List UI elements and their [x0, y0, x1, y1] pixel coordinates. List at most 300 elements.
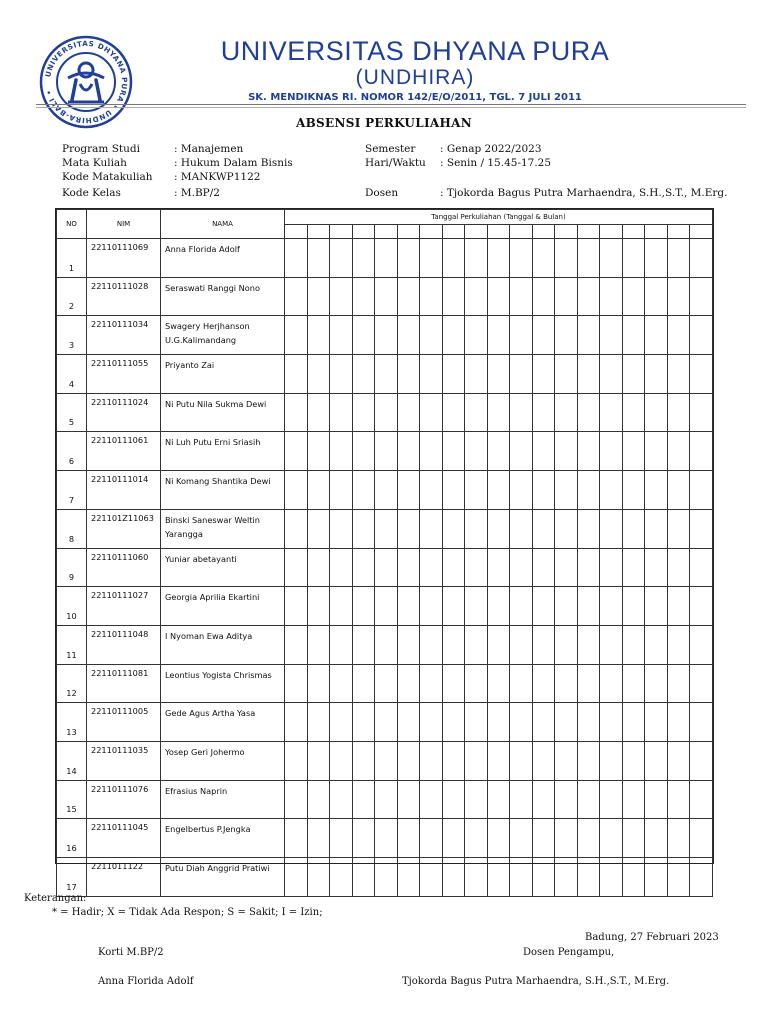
attendance-cell[interactable] — [667, 316, 690, 355]
attendance-cell[interactable] — [510, 858, 533, 897]
attendance-cell[interactable] — [397, 703, 420, 742]
attendance-cell[interactable] — [645, 432, 668, 471]
attendance-cell[interactable] — [442, 393, 465, 432]
attendance-cell[interactable] — [420, 780, 443, 819]
attendance-cell[interactable] — [442, 819, 465, 858]
attendance-cell[interactable] — [532, 703, 555, 742]
attendance-cell[interactable] — [622, 625, 645, 664]
attendance-cell[interactable] — [307, 548, 330, 587]
attendance-cell[interactable] — [555, 587, 578, 626]
attendance-cell[interactable] — [622, 355, 645, 394]
attendance-cell[interactable] — [465, 664, 488, 703]
attendance-cell[interactable] — [690, 625, 713, 664]
date-column-cell[interactable] — [622, 225, 645, 239]
attendance-cell[interactable] — [442, 587, 465, 626]
attendance-cell[interactable] — [397, 316, 420, 355]
attendance-cell[interactable] — [420, 664, 443, 703]
attendance-cell[interactable] — [487, 703, 510, 742]
attendance-cell[interactable] — [667, 587, 690, 626]
attendance-cell[interactable] — [600, 703, 623, 742]
attendance-cell[interactable] — [330, 509, 353, 548]
attendance-cell[interactable] — [375, 741, 398, 780]
attendance-cell[interactable] — [622, 509, 645, 548]
attendance-cell[interactable] — [532, 548, 555, 587]
attendance-cell[interactable] — [555, 432, 578, 471]
attendance-cell[interactable] — [487, 316, 510, 355]
attendance-cell[interactable] — [555, 548, 578, 587]
attendance-cell[interactable] — [667, 703, 690, 742]
attendance-cell[interactable] — [307, 471, 330, 510]
attendance-cell[interactable] — [307, 277, 330, 316]
attendance-cell[interactable] — [330, 664, 353, 703]
attendance-cell[interactable] — [532, 277, 555, 316]
attendance-cell[interactable] — [600, 509, 623, 548]
date-column-cell[interactable] — [690, 225, 713, 239]
attendance-cell[interactable] — [442, 780, 465, 819]
attendance-cell[interactable] — [645, 741, 668, 780]
attendance-cell[interactable] — [307, 741, 330, 780]
attendance-cell[interactable] — [352, 741, 375, 780]
attendance-cell[interactable] — [487, 277, 510, 316]
attendance-cell[interactable] — [510, 316, 533, 355]
attendance-cell[interactable] — [622, 858, 645, 897]
attendance-cell[interactable] — [667, 509, 690, 548]
attendance-cell[interactable] — [532, 471, 555, 510]
attendance-cell[interactable] — [397, 355, 420, 394]
attendance-cell[interactable] — [532, 587, 555, 626]
attendance-cell[interactable] — [330, 355, 353, 394]
attendance-cell[interactable] — [352, 239, 375, 278]
attendance-cell[interactable] — [645, 625, 668, 664]
attendance-cell[interactable] — [307, 239, 330, 278]
attendance-cell[interactable] — [442, 471, 465, 510]
attendance-cell[interactable] — [577, 625, 600, 664]
attendance-cell[interactable] — [645, 780, 668, 819]
attendance-cell[interactable] — [667, 625, 690, 664]
attendance-cell[interactable] — [555, 625, 578, 664]
attendance-cell[interactable] — [285, 355, 308, 394]
attendance-cell[interactable] — [510, 548, 533, 587]
attendance-cell[interactable] — [352, 587, 375, 626]
attendance-cell[interactable] — [690, 509, 713, 548]
date-column-cell[interactable] — [330, 225, 353, 239]
attendance-cell[interactable] — [352, 780, 375, 819]
attendance-cell[interactable] — [532, 741, 555, 780]
attendance-cell[interactable] — [667, 471, 690, 510]
attendance-cell[interactable] — [577, 355, 600, 394]
attendance-cell[interactable] — [397, 393, 420, 432]
attendance-cell[interactable] — [690, 664, 713, 703]
attendance-cell[interactable] — [667, 780, 690, 819]
attendance-cell[interactable] — [532, 393, 555, 432]
attendance-cell[interactable] — [487, 548, 510, 587]
attendance-cell[interactable] — [285, 239, 308, 278]
attendance-cell[interactable] — [465, 277, 488, 316]
attendance-cell[interactable] — [577, 548, 600, 587]
attendance-cell[interactable] — [330, 432, 353, 471]
attendance-cell[interactable] — [555, 741, 578, 780]
attendance-cell[interactable] — [465, 548, 488, 587]
attendance-cell[interactable] — [375, 548, 398, 587]
attendance-cell[interactable] — [510, 432, 533, 471]
attendance-cell[interactable] — [690, 548, 713, 587]
attendance-cell[interactable] — [645, 471, 668, 510]
attendance-cell[interactable] — [352, 316, 375, 355]
attendance-cell[interactable] — [330, 819, 353, 858]
attendance-cell[interactable] — [510, 355, 533, 394]
attendance-cell[interactable] — [622, 548, 645, 587]
attendance-cell[interactable] — [577, 780, 600, 819]
date-column-cell[interactable] — [397, 225, 420, 239]
attendance-cell[interactable] — [577, 819, 600, 858]
attendance-cell[interactable] — [420, 703, 443, 742]
attendance-cell[interactable] — [645, 355, 668, 394]
attendance-cell[interactable] — [667, 277, 690, 316]
attendance-cell[interactable] — [465, 393, 488, 432]
attendance-cell[interactable] — [352, 509, 375, 548]
attendance-cell[interactable] — [420, 239, 443, 278]
attendance-cell[interactable] — [487, 471, 510, 510]
attendance-cell[interactable] — [307, 819, 330, 858]
attendance-cell[interactable] — [600, 780, 623, 819]
attendance-cell[interactable] — [397, 471, 420, 510]
attendance-cell[interactable] — [420, 587, 443, 626]
attendance-cell[interactable] — [330, 741, 353, 780]
attendance-cell[interactable] — [622, 780, 645, 819]
attendance-cell[interactable] — [532, 819, 555, 858]
attendance-cell[interactable] — [420, 393, 443, 432]
attendance-cell[interactable] — [487, 780, 510, 819]
attendance-cell[interactable] — [397, 625, 420, 664]
attendance-cell[interactable] — [420, 277, 443, 316]
attendance-cell[interactable] — [667, 741, 690, 780]
attendance-cell[interactable] — [690, 741, 713, 780]
attendance-cell[interactable] — [532, 432, 555, 471]
attendance-cell[interactable] — [285, 664, 308, 703]
attendance-cell[interactable] — [352, 703, 375, 742]
attendance-cell[interactable] — [555, 780, 578, 819]
attendance-cell[interactable] — [420, 471, 443, 510]
attendance-cell[interactable] — [645, 316, 668, 355]
attendance-cell[interactable] — [510, 509, 533, 548]
attendance-cell[interactable] — [645, 277, 668, 316]
attendance-cell[interactable] — [487, 432, 510, 471]
attendance-cell[interactable] — [667, 819, 690, 858]
attendance-cell[interactable] — [555, 471, 578, 510]
attendance-cell[interactable] — [307, 355, 330, 394]
attendance-cell[interactable] — [510, 239, 533, 278]
attendance-cell[interactable] — [397, 548, 420, 587]
attendance-cell[interactable] — [532, 239, 555, 278]
attendance-cell[interactable] — [532, 858, 555, 897]
attendance-cell[interactable] — [645, 548, 668, 587]
date-column-cell[interactable] — [577, 225, 600, 239]
date-column-cell[interactable] — [352, 225, 375, 239]
attendance-cell[interactable] — [487, 858, 510, 897]
attendance-cell[interactable] — [645, 587, 668, 626]
attendance-cell[interactable] — [420, 741, 443, 780]
attendance-cell[interactable] — [352, 548, 375, 587]
attendance-cell[interactable] — [510, 277, 533, 316]
attendance-cell[interactable] — [375, 393, 398, 432]
date-column-cell[interactable] — [307, 225, 330, 239]
attendance-cell[interactable] — [330, 239, 353, 278]
attendance-cell[interactable] — [307, 393, 330, 432]
attendance-cell[interactable] — [600, 819, 623, 858]
attendance-cell[interactable] — [577, 509, 600, 548]
attendance-cell[interactable] — [487, 587, 510, 626]
attendance-cell[interactable] — [330, 587, 353, 626]
attendance-cell[interactable] — [375, 858, 398, 897]
attendance-cell[interactable] — [600, 858, 623, 897]
attendance-cell[interactable] — [622, 741, 645, 780]
attendance-cell[interactable] — [532, 509, 555, 548]
attendance-cell[interactable] — [397, 741, 420, 780]
attendance-cell[interactable] — [577, 664, 600, 703]
attendance-cell[interactable] — [667, 432, 690, 471]
attendance-cell[interactable] — [465, 316, 488, 355]
attendance-cell[interactable] — [330, 625, 353, 664]
attendance-cell[interactable] — [532, 625, 555, 664]
attendance-cell[interactable] — [465, 239, 488, 278]
attendance-cell[interactable] — [622, 277, 645, 316]
attendance-cell[interactable] — [397, 587, 420, 626]
attendance-cell[interactable] — [352, 625, 375, 664]
attendance-cell[interactable] — [420, 316, 443, 355]
date-column-cell[interactable] — [375, 225, 398, 239]
attendance-cell[interactable] — [397, 858, 420, 897]
attendance-cell[interactable] — [420, 355, 443, 394]
attendance-cell[interactable] — [307, 780, 330, 819]
attendance-cell[interactable] — [690, 277, 713, 316]
attendance-cell[interactable] — [397, 432, 420, 471]
attendance-cell[interactable] — [285, 587, 308, 626]
attendance-cell[interactable] — [397, 239, 420, 278]
attendance-cell[interactable] — [442, 316, 465, 355]
date-column-cell[interactable] — [645, 225, 668, 239]
attendance-cell[interactable] — [285, 509, 308, 548]
date-column-cell[interactable] — [285, 225, 308, 239]
attendance-cell[interactable] — [285, 625, 308, 664]
attendance-cell[interactable] — [510, 741, 533, 780]
attendance-cell[interactable] — [487, 664, 510, 703]
attendance-cell[interactable] — [690, 587, 713, 626]
attendance-cell[interactable] — [600, 393, 623, 432]
attendance-cell[interactable] — [577, 858, 600, 897]
attendance-cell[interactable] — [375, 432, 398, 471]
attendance-cell[interactable] — [375, 355, 398, 394]
attendance-cell[interactable] — [465, 858, 488, 897]
attendance-cell[interactable] — [442, 858, 465, 897]
attendance-cell[interactable] — [285, 703, 308, 742]
attendance-cell[interactable] — [600, 587, 623, 626]
attendance-cell[interactable] — [577, 741, 600, 780]
attendance-cell[interactable] — [375, 587, 398, 626]
attendance-cell[interactable] — [330, 316, 353, 355]
attendance-cell[interactable] — [555, 819, 578, 858]
attendance-cell[interactable] — [600, 316, 623, 355]
attendance-cell[interactable] — [622, 316, 645, 355]
attendance-cell[interactable] — [622, 239, 645, 278]
attendance-cell[interactable] — [577, 432, 600, 471]
attendance-cell[interactable] — [285, 819, 308, 858]
attendance-cell[interactable] — [622, 819, 645, 858]
attendance-cell[interactable] — [330, 471, 353, 510]
attendance-cell[interactable] — [555, 858, 578, 897]
attendance-cell[interactable] — [600, 239, 623, 278]
date-column-cell[interactable] — [667, 225, 690, 239]
attendance-cell[interactable] — [420, 509, 443, 548]
attendance-cell[interactable] — [667, 393, 690, 432]
attendance-cell[interactable] — [330, 393, 353, 432]
attendance-cell[interactable] — [645, 858, 668, 897]
attendance-cell[interactable] — [690, 858, 713, 897]
date-column-cell[interactable] — [420, 225, 443, 239]
attendance-cell[interactable] — [645, 393, 668, 432]
attendance-cell[interactable] — [420, 432, 443, 471]
attendance-cell[interactable] — [330, 277, 353, 316]
attendance-cell[interactable] — [555, 664, 578, 703]
attendance-cell[interactable] — [465, 741, 488, 780]
attendance-cell[interactable] — [600, 432, 623, 471]
attendance-cell[interactable] — [622, 432, 645, 471]
attendance-cell[interactable] — [420, 819, 443, 858]
attendance-cell[interactable] — [577, 703, 600, 742]
attendance-cell[interactable] — [690, 432, 713, 471]
date-column-cell[interactable] — [442, 225, 465, 239]
attendance-cell[interactable] — [510, 471, 533, 510]
attendance-cell[interactable] — [487, 355, 510, 394]
attendance-cell[interactable] — [420, 548, 443, 587]
attendance-cell[interactable] — [690, 780, 713, 819]
attendance-cell[interactable] — [510, 393, 533, 432]
attendance-cell[interactable] — [375, 625, 398, 664]
attendance-cell[interactable] — [397, 819, 420, 858]
attendance-cell[interactable] — [690, 703, 713, 742]
attendance-cell[interactable] — [465, 471, 488, 510]
attendance-cell[interactable] — [442, 277, 465, 316]
attendance-cell[interactable] — [442, 239, 465, 278]
attendance-cell[interactable] — [442, 432, 465, 471]
attendance-cell[interactable] — [577, 393, 600, 432]
attendance-cell[interactable] — [420, 858, 443, 897]
attendance-cell[interactable] — [285, 780, 308, 819]
attendance-cell[interactable] — [510, 625, 533, 664]
attendance-cell[interactable] — [465, 355, 488, 394]
attendance-cell[interactable] — [375, 316, 398, 355]
attendance-cell[interactable] — [667, 664, 690, 703]
attendance-cell[interactable] — [285, 316, 308, 355]
attendance-cell[interactable] — [397, 509, 420, 548]
attendance-cell[interactable] — [375, 819, 398, 858]
date-column-cell[interactable] — [487, 225, 510, 239]
attendance-cell[interactable] — [285, 548, 308, 587]
attendance-cell[interactable] — [420, 625, 443, 664]
attendance-cell[interactable] — [442, 664, 465, 703]
attendance-cell[interactable] — [555, 703, 578, 742]
attendance-cell[interactable] — [352, 355, 375, 394]
attendance-cell[interactable] — [352, 664, 375, 703]
attendance-cell[interactable] — [577, 277, 600, 316]
attendance-cell[interactable] — [600, 548, 623, 587]
attendance-cell[interactable] — [622, 471, 645, 510]
attendance-cell[interactable] — [555, 239, 578, 278]
attendance-cell[interactable] — [645, 509, 668, 548]
attendance-cell[interactable] — [465, 625, 488, 664]
attendance-cell[interactable] — [442, 548, 465, 587]
attendance-cell[interactable] — [577, 471, 600, 510]
attendance-cell[interactable] — [600, 471, 623, 510]
attendance-cell[interactable] — [532, 316, 555, 355]
attendance-cell[interactable] — [442, 625, 465, 664]
attendance-cell[interactable] — [285, 432, 308, 471]
attendance-cell[interactable] — [352, 393, 375, 432]
attendance-cell[interactable] — [577, 316, 600, 355]
attendance-cell[interactable] — [690, 355, 713, 394]
attendance-cell[interactable] — [487, 393, 510, 432]
attendance-cell[interactable] — [307, 316, 330, 355]
attendance-cell[interactable] — [442, 741, 465, 780]
attendance-cell[interactable] — [285, 393, 308, 432]
attendance-cell[interactable] — [487, 625, 510, 664]
attendance-cell[interactable] — [307, 587, 330, 626]
attendance-cell[interactable] — [600, 355, 623, 394]
attendance-cell[interactable] — [285, 471, 308, 510]
attendance-cell[interactable] — [307, 664, 330, 703]
attendance-cell[interactable] — [690, 819, 713, 858]
attendance-cell[interactable] — [352, 432, 375, 471]
date-column-cell[interactable] — [555, 225, 578, 239]
attendance-cell[interactable] — [622, 587, 645, 626]
attendance-cell[interactable] — [690, 239, 713, 278]
attendance-cell[interactable] — [465, 587, 488, 626]
attendance-cell[interactable] — [375, 239, 398, 278]
attendance-cell[interactable] — [555, 277, 578, 316]
attendance-cell[interactable] — [510, 780, 533, 819]
attendance-cell[interactable] — [667, 355, 690, 394]
date-column-cell[interactable] — [532, 225, 555, 239]
attendance-cell[interactable] — [465, 780, 488, 819]
attendance-cell[interactable] — [577, 239, 600, 278]
attendance-cell[interactable] — [555, 509, 578, 548]
attendance-cell[interactable] — [330, 548, 353, 587]
attendance-cell[interactable] — [330, 858, 353, 897]
attendance-cell[interactable] — [307, 625, 330, 664]
attendance-cell[interactable] — [667, 548, 690, 587]
attendance-cell[interactable] — [375, 780, 398, 819]
date-column-cell[interactable] — [600, 225, 623, 239]
attendance-cell[interactable] — [487, 741, 510, 780]
attendance-cell[interactable] — [285, 741, 308, 780]
attendance-cell[interactable] — [555, 355, 578, 394]
attendance-cell[interactable] — [667, 239, 690, 278]
attendance-cell[interactable] — [532, 355, 555, 394]
attendance-cell[interactable] — [375, 509, 398, 548]
attendance-cell[interactable] — [487, 509, 510, 548]
attendance-cell[interactable] — [555, 316, 578, 355]
attendance-cell[interactable] — [622, 664, 645, 703]
attendance-cell[interactable] — [307, 509, 330, 548]
attendance-cell[interactable] — [577, 587, 600, 626]
attendance-cell[interactable] — [510, 664, 533, 703]
attendance-cell[interactable] — [600, 664, 623, 703]
attendance-cell[interactable] — [375, 277, 398, 316]
date-column-cell[interactable] — [510, 225, 533, 239]
attendance-cell[interactable] — [442, 355, 465, 394]
attendance-cell[interactable] — [510, 819, 533, 858]
attendance-cell[interactable] — [532, 780, 555, 819]
attendance-cell[interactable] — [397, 277, 420, 316]
